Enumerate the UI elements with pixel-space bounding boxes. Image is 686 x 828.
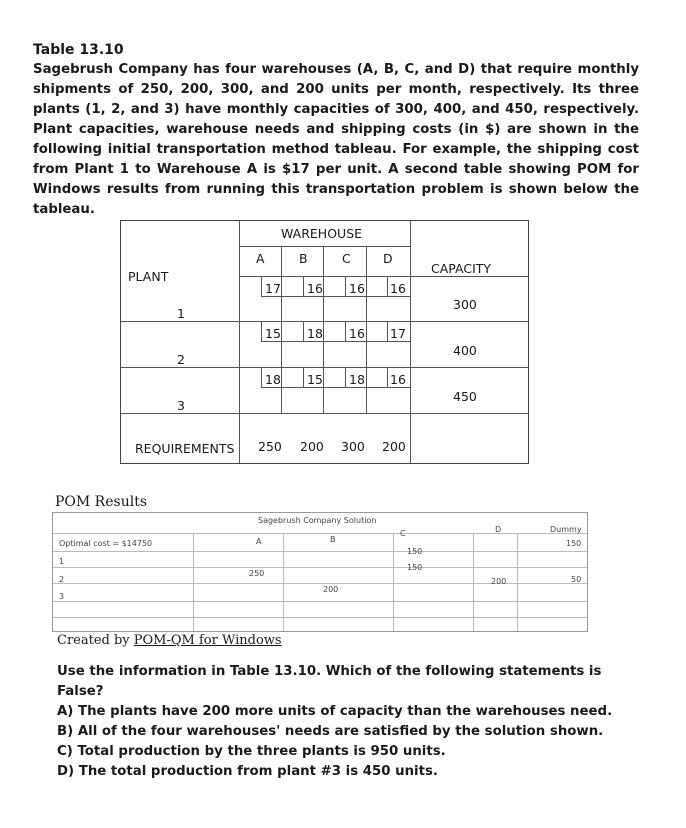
- cost-1c: 16: [349, 281, 365, 296]
- option-c: C) Total production by the three plants is 950 units.: [57, 744, 446, 759]
- pom-col-dummy: Dummy: [550, 525, 582, 534]
- pom-row-2-label: 2: [59, 575, 65, 584]
- warehouse-b-header: B: [299, 251, 308, 266]
- optimal-cost: Optimal cost = $14750: [59, 539, 153, 548]
- pom-2d: 200: [491, 577, 507, 586]
- option-b: B) All of the four warehouses' needs are satisfied by the solution shown.: [57, 724, 604, 739]
- created-by: [57, 633, 282, 648]
- pom-subtitle: Sagebrush Company Solution: [258, 516, 377, 525]
- capacity-header: CAPACITY: [431, 261, 492, 276]
- created-by-prefix: Created by: [57, 633, 134, 648]
- cost-1d: 16: [390, 281, 406, 296]
- pom-2c: 150: [407, 563, 423, 572]
- option-d: D) The total production from plant #3 is 450 units.: [57, 764, 438, 779]
- pom-2-dummy: 50: [571, 575, 582, 584]
- pom-col-d: D: [495, 525, 502, 534]
- cost-3b: 15: [307, 372, 323, 387]
- question-line-1: Use the information in Table 13.10. Which of the following statements is: [57, 664, 602, 679]
- transportation-tableau: [120, 220, 529, 464]
- option-a: A) The plants have 200 more units of capacity than the warehouses need.: [57, 704, 613, 719]
- pom-1-dummy: 150: [566, 539, 582, 548]
- question-line-2: False?: [57, 684, 104, 699]
- plant-2-label: 2: [177, 352, 185, 367]
- plant-3-label: 3: [177, 398, 185, 413]
- capacity-2: 400: [453, 343, 477, 358]
- pom-col-b: B: [330, 535, 336, 544]
- requirement-a: 250: [258, 439, 282, 454]
- warehouse-d-header: D: [383, 251, 393, 266]
- pom-3b: 200: [323, 585, 339, 594]
- cost-2a: 15: [265, 326, 281, 341]
- cost-3a: 18: [265, 372, 281, 387]
- pom-qm-link: POM-QM for Windows: [133, 633, 282, 648]
- warehouse-c-header: C: [342, 251, 351, 266]
- pom-results-heading: POM Results: [55, 494, 147, 510]
- pom-row-1-label: 1: [59, 557, 65, 566]
- requirement-b: 200: [300, 439, 324, 454]
- question-block: [57, 662, 667, 782]
- requirements-label: REQUIREMENTS: [135, 441, 235, 456]
- capacity-1: 300: [453, 297, 477, 312]
- cost-2d: 17: [390, 326, 406, 341]
- table-title: Table 13.10: [33, 42, 124, 58]
- cost-3c: 18: [349, 372, 365, 387]
- warehouse-header: WAREHOUSE: [281, 226, 363, 241]
- cost-1b: 16: [307, 281, 323, 296]
- cost-3d: 16: [390, 372, 406, 387]
- intro-text: Sagebrush Company has four warehouses (A, B, C, and D) that require monthly shipments of 250, 200, 300, and 200 units per month, respectively. Its three plants (1, 2, and 3) have monthly capacities of 300, 400, and 450, respectively. Plant capacities, warehouse needs and shipping costs (in $) are shown in the following initial transportation method tableau. For example, the shipping cost from Plant 1 to Warehouse A is $17 per unit. A second table showing POM for Windows results from running this transportation problem is shown below the tableau.: [33, 62, 639, 217]
- pom-2a: 250: [249, 569, 265, 578]
- plant-1-label: 1: [177, 306, 185, 321]
- requirement-d: 200: [382, 439, 406, 454]
- intro-paragraph: [33, 44, 639, 220]
- pom-col-a: A: [256, 537, 262, 546]
- capacity-3: 450: [453, 389, 477, 404]
- pom-row-3-label: 3: [59, 592, 65, 601]
- plant-header: PLANT: [128, 269, 169, 284]
- requirement-c: 300: [341, 439, 365, 454]
- pom-results-table: [52, 512, 588, 632]
- cost-2c: 16: [349, 326, 365, 341]
- pom-col-c: C: [400, 529, 406, 538]
- cost-2b: 18: [307, 326, 323, 341]
- cost-1a: 17: [265, 281, 281, 296]
- pom-1c: 150: [407, 547, 423, 556]
- warehouse-a-header: A: [256, 251, 265, 266]
